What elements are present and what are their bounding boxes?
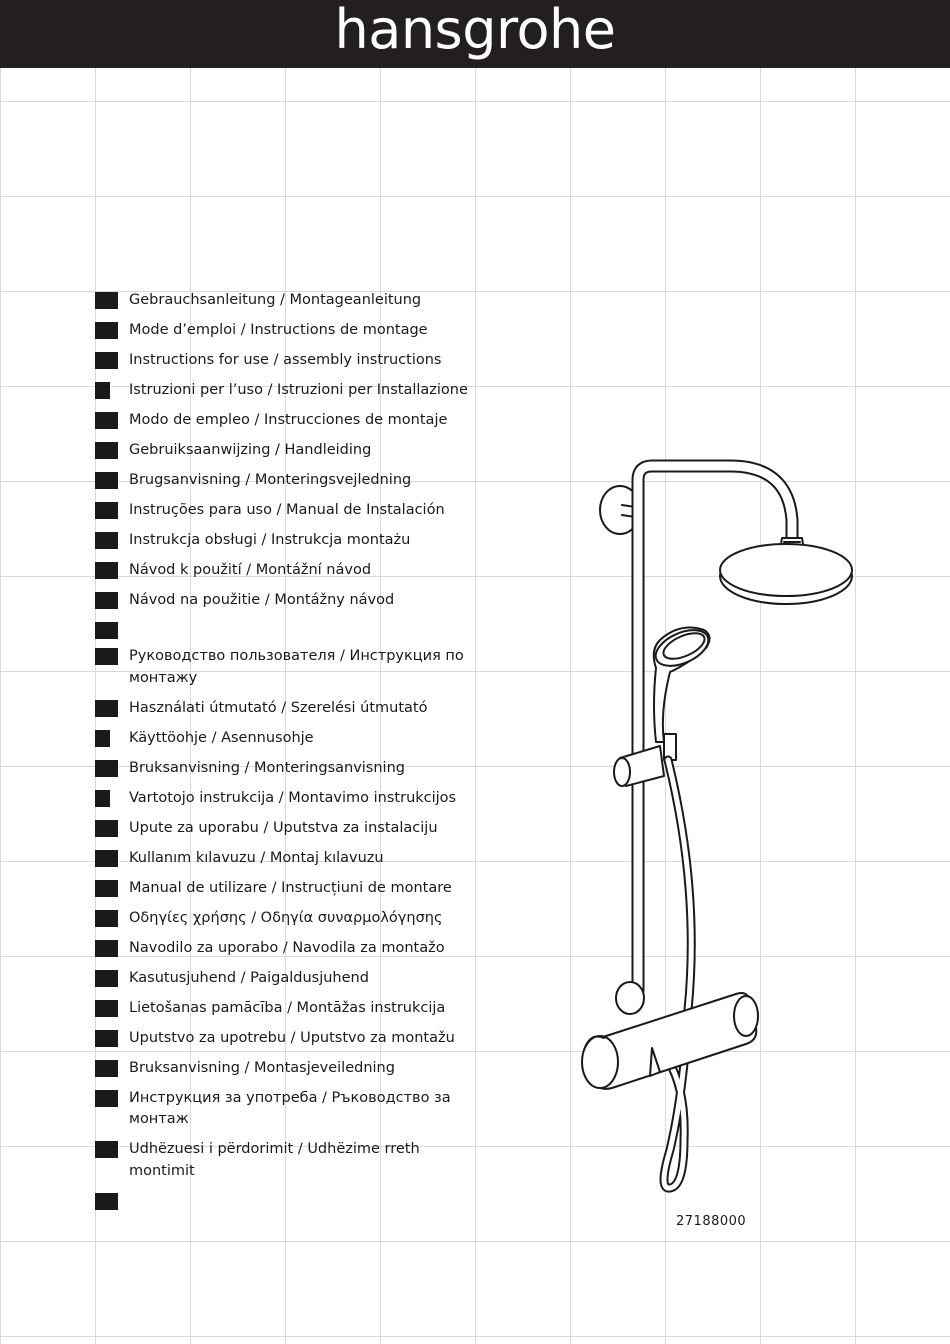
flag-icon [95,730,110,747]
language-item [95,728,475,750]
flag-icon [95,622,118,639]
flag-icon [95,292,118,309]
language-item [95,1058,475,1080]
language-item [95,620,475,637]
language-item [95,848,475,870]
language-item [95,1028,475,1050]
language-item [95,560,475,582]
header-bar [0,0,950,68]
language-item [95,530,475,552]
language-item [95,500,475,522]
flag-icon [95,412,118,429]
language-label: Istruzioni per l’uso / Istruzioni per Installazione [129,382,468,398]
language-label: Instruções para uso / Manual de Instalación [129,502,445,518]
flag-icon [95,940,118,957]
language-label: Návod na použitie / Montážny návod [129,592,395,608]
language-item [95,998,475,1020]
language-item [95,698,475,720]
flag-icon [95,700,118,717]
product-number: 27188000 [676,1214,747,1229]
flag-icon [95,760,118,777]
language-item [95,320,475,342]
flag-icon [95,532,118,549]
language-label: Návod k použití / Montážní návod [129,562,372,578]
language-list [95,290,475,1217]
language-label: Instrukcja obsługi / Instrukcja montażu [129,532,411,548]
language-label: Kullanım kılavuzu / Montaj kılavuzu [129,849,384,866]
flag-icon [95,1141,118,1158]
flag-icon [95,502,118,519]
language-item [95,758,475,780]
language-label: Gebruiksaanwijzing / Handleiding [129,442,372,458]
language-label: Manual de utilizare / Instrucțiuni de montare [129,879,452,896]
language-item [95,1139,475,1182]
language-item [95,470,475,492]
language-label: Lietošanas pamācība / Montāžas instrukcija [129,999,446,1016]
flag-icon [95,322,118,339]
flag-icon [95,562,118,579]
language-label: Mode d’emploi / Instructions de montage [129,322,428,338]
language-item [95,290,475,312]
language-label: Bruksanvisning / Monteringsanvisning [129,759,405,776]
brand-logo: hansgrohe [334,0,616,61]
language-label: Bruksanvisning / Montasjeveiledning [129,1059,395,1076]
language-label: Instructions for use / assembly instructions [129,352,442,368]
flag-icon [95,442,118,459]
flag-icon [95,1090,118,1107]
language-item [95,818,475,840]
language-item [95,590,475,612]
language-label: Brugsanvisning / Monteringsvejledning [129,472,412,488]
flag-icon [95,880,118,897]
language-label: Vartotojo instrukcija / Montavimo instrukcijos [129,789,457,806]
flag-icon [95,850,118,867]
flag-icon [95,1000,118,1017]
language-item [95,878,475,900]
language-item [95,788,475,810]
language-item [95,380,475,402]
flag-icon [95,592,118,609]
flag-icon [95,1060,118,1077]
flag-icon [95,472,118,489]
language-label: Gebrauchsanleitung / Montageanleitung [129,292,422,308]
language-item [95,410,475,432]
shower-system-icon [560,450,880,1210]
language-label: Руководство пользователя / Инструкция по монтажу [129,648,464,686]
language-label: Käyttöohje / Asennusohje [129,729,314,746]
language-label: Modo de empleo / Instrucciones de montaje [129,412,448,428]
language-label: Οδηγίες χρήσης / Οδηγία συναρμολόγησης [129,909,443,926]
language-label: Kasutusjuhend / Paigaldusjuhend [129,969,369,986]
language-label: Navodilo za uporabo / Navodila za montažo [129,939,445,956]
flag-icon [95,970,118,987]
flag-icon [95,1193,118,1210]
language-label: Инструкция за употреба / Ръководство за монтаж [129,1089,451,1127]
flag-icon [95,820,118,837]
language-label: Upute za uporabu / Uputstva za instalaciju [129,819,438,836]
language-label: Uputstvo za upotrebu / Uputstvo za montažu [129,1029,455,1046]
language-item [95,968,475,990]
language-item [95,440,475,462]
language-label: Udhëzuesi i përdorimit / Udhëzime rreth montimit [129,1141,420,1179]
language-label: Használati útmutató / Szerelési útmutató [129,699,428,716]
flag-icon [95,382,110,399]
flag-icon [95,790,110,807]
language-item [95,1191,475,1208]
flag-icon [95,910,118,927]
language-item [95,646,475,689]
language-item [95,938,475,960]
flag-icon [95,1030,118,1047]
language-item [95,350,475,372]
flag-icon [95,352,118,369]
language-item [95,908,475,930]
flag-icon [95,648,118,665]
language-item [95,1088,475,1131]
